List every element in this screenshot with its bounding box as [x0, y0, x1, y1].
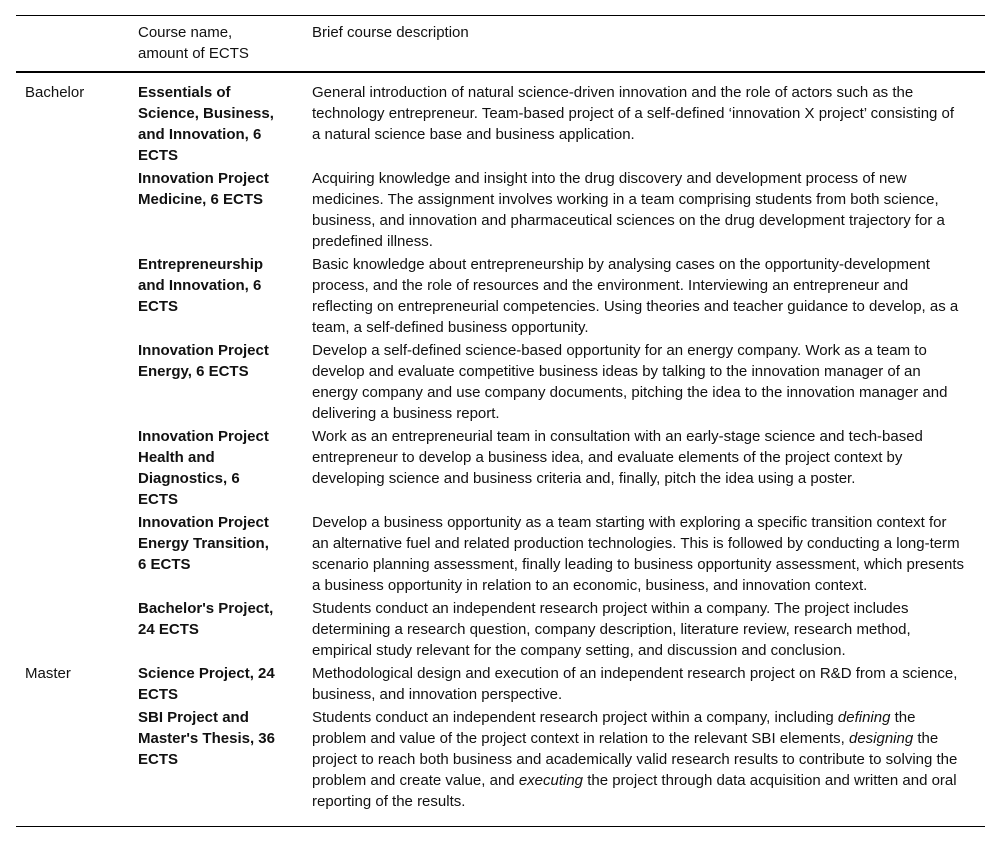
- description-text: the project to reach both business and academically valid research results to contribute to solving the problem and create value, and: [312, 730, 958, 789]
- course-name: SBI Project and Master's Thesis, 36 ECTS: [138, 709, 275, 768]
- course-name-cell: [138, 339, 312, 425]
- course-name-cell: [138, 511, 312, 597]
- level-cell: [16, 597, 138, 662]
- course-name-cell: [138, 425, 312, 511]
- course-name-cell: [138, 706, 312, 827]
- description-cell: [312, 662, 985, 706]
- description-text: Students conduct an independent research project within a company, including: [312, 709, 838, 726]
- description-cell: [312, 425, 985, 511]
- course-name-cell: [138, 662, 312, 706]
- table-row: [16, 339, 985, 425]
- table-header-row: [16, 16, 985, 73]
- description-text: Methodological design and execution of an independent research project on R&D from a science, business, and innovation perspective.: [312, 665, 958, 703]
- description-cell: [312, 597, 985, 662]
- emphasis-text: defining: [837, 709, 891, 726]
- course-table: [16, 15, 985, 827]
- description-cell: [312, 511, 985, 597]
- description-text: the problem and value of the project context in relation to the relevant SBI elements,: [312, 709, 916, 747]
- header-course: Course name, amount of ECTS: [138, 24, 249, 62]
- emphasis-text: designing: [848, 730, 914, 747]
- table-row: [16, 253, 985, 339]
- description-cell: [312, 72, 985, 167]
- course-name: Innovation Project Energy Transition, 6 ECTS: [138, 514, 269, 573]
- description-text: Basic knowledge about entrepreneurship by analysing cases on the opportunity-development process, and the role of resources and the environment. Interviewing an entrepreneur and reflecting on entrepreneurial competencies. Using theories and teacher guidance to develop, as a team, a self-defined business opportunity.: [312, 256, 959, 336]
- description-cell: [312, 339, 985, 425]
- level-cell: [16, 425, 138, 511]
- header-level: [16, 16, 138, 73]
- level-cell: Master: [25, 665, 71, 682]
- table-row: [16, 706, 985, 827]
- level-cell: [16, 706, 138, 827]
- course-name-cell: [138, 597, 312, 662]
- course-name: Innovation Project Health and Diagnostics, 6 ECTS: [138, 428, 269, 508]
- level-cell: [16, 253, 138, 339]
- course-name: Entrepreneurship and Innovation, 6 ECTS: [138, 256, 264, 315]
- description-cell: [312, 167, 985, 253]
- description-cell: [312, 706, 985, 827]
- emphasis-text: executing: [518, 772, 584, 789]
- table-row: [16, 511, 985, 597]
- description-cell: [312, 253, 985, 339]
- description-text: Students conduct an independent research project within a company. The project includes determining a research question, company description, literature review, research method, empirical study relevant for the company setting, and discussion and conclusion.: [312, 600, 911, 659]
- course-name: Bachelor's Project, 24 ECTS: [138, 600, 274, 638]
- level-cell: Bachelor: [25, 84, 85, 101]
- table-row: [16, 167, 985, 253]
- header-description: Brief course description: [312, 24, 469, 41]
- table-row: [16, 597, 985, 662]
- course-name-cell: [138, 72, 312, 167]
- level-cell: [16, 511, 138, 597]
- course-name-cell: [138, 253, 312, 339]
- table-row: [16, 72, 985, 167]
- course-name: Innovation Project Energy, 6 ECTS: [138, 342, 269, 380]
- course-name: Essentials of Science, Business, and Innovation, 6 ECTS: [138, 84, 274, 164]
- table-row: [16, 425, 985, 511]
- description-text: Develop a business opportunity as a team starting with exploring a specific transition context for an alternative fuel and related production technologies. This is followed by conducting a long-term scenario planning assessment, finally leading to business opportunity assessment, which presents a business opportunity in relation to an economic, business, and innovation context.: [312, 514, 965, 594]
- course-name: Innovation Project Medicine, 6 ECTS: [138, 170, 269, 208]
- level-cell: [16, 167, 138, 253]
- level-cell: [16, 339, 138, 425]
- description-text: the project through data acquisition and written and oral reporting of the results.: [312, 772, 957, 810]
- table-row: [16, 662, 985, 706]
- description-text: Develop a self-defined science-based opportunity for an energy company. Work as a team to develop and evaluate competitive business ideas by talking to the innovation manager of an energy company and use company documents, pitching the idea to the innovation manager and delivering a business report.: [312, 342, 948, 422]
- description-text: Work as an entrepreneurial team in consultation with an early-stage science and tech-based entrepreneur to develop a business idea, and evaluate elements of the project context by developing science and business criteria and, finally, pitch the idea using a poster.: [312, 428, 923, 487]
- description-text: Acquiring knowledge and insight into the drug discovery and development process of new medicines. The assignment involves working in a team comprising students from both science, business, and innovation and pharmaceutical sciences on the drug development trajectory for a predefined illness.: [312, 170, 945, 250]
- course-name: Science Project, 24 ECTS: [138, 665, 275, 703]
- course-name-cell: [138, 167, 312, 253]
- description-text: General introduction of natural science-driven innovation and the role of actors such as the technology entrepreneur. Team-based project of a self-defined ‘innovation X project’ consisting of a natural science base and business application.: [312, 84, 955, 143]
